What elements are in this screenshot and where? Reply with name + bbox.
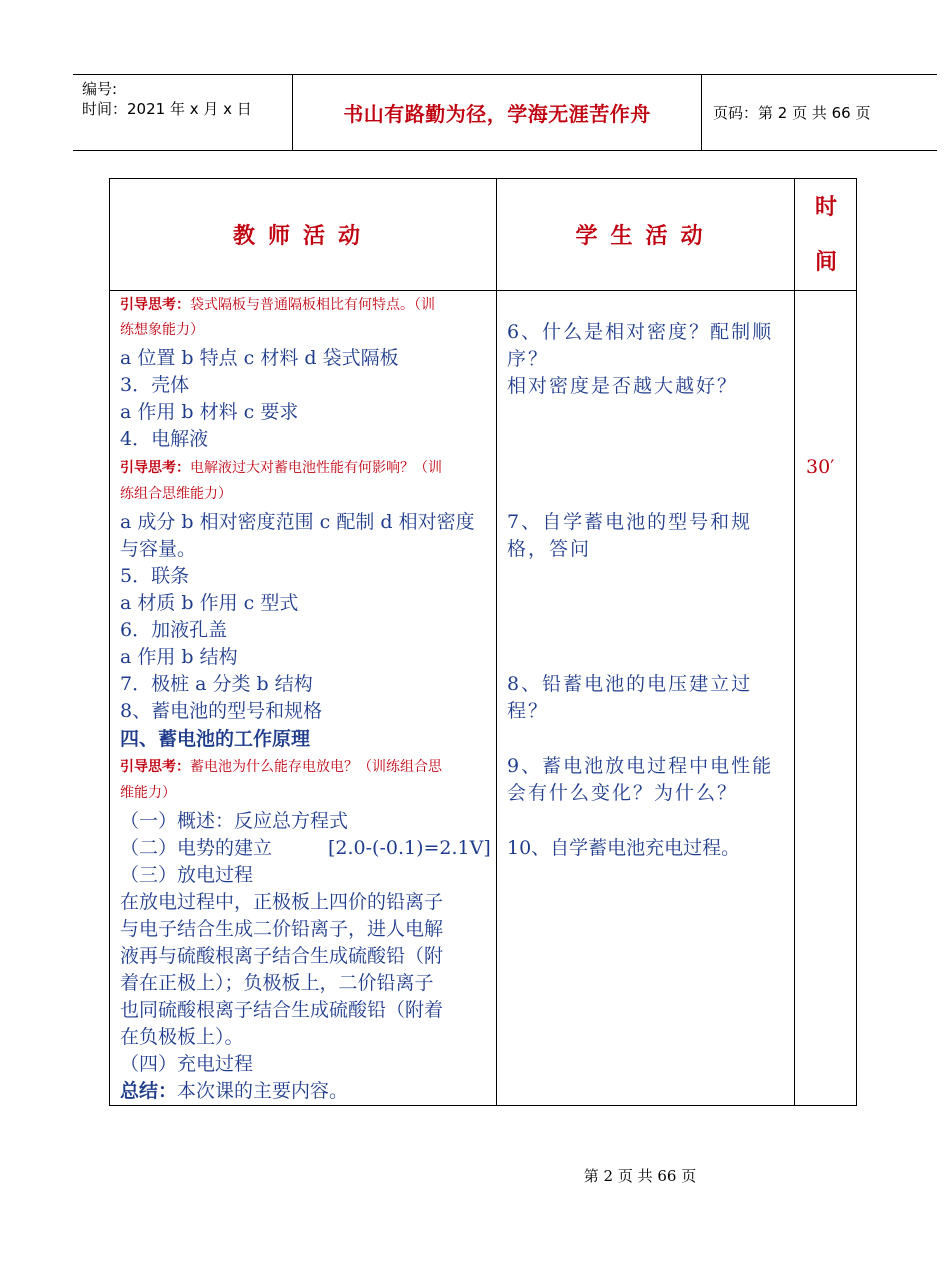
teacher-line: 4．电解液 [120,428,209,450]
time-header-char: 间 [814,248,837,275]
teacher-line: a 成分 b 相对密度范围 c 配制 d 相对密度 [120,511,475,533]
header-motto: 书山有路勤为径，学海无涯苦作舟 [343,102,651,126]
header-meta [82,79,252,119]
paragraph-line: 在放电过程中，正极板上四价的铅离子 [120,891,444,913]
section-heading: 四、蓄电池的工作原理 [120,728,311,750]
summary-line: 总结：本次课的主要内容。 [120,1080,349,1102]
page-footer [0,1165,950,1186]
number-label: 编号: [82,80,118,98]
teacher-line: a 位置 b 特点 c 材料 d 袋式隔板 [120,347,399,369]
teacher-line: a 作用 b 材料 c 要求 [120,401,299,423]
student-question: 9、蓄电池放电过程中电性能 [507,755,774,777]
header-page-label: 页码：第 2 页 共 66 页 [713,104,871,122]
teacher-line: a 作用 b 结构 [120,646,238,668]
guide-question: 引导思考：袋式隔板与普通隔板相比有何特点。（训 [120,297,435,313]
paragraph-line: 与电子结合生成二价铅离子，进人电解 [120,918,444,940]
student-question: 7、自学蓄电池的型号和规 [507,511,753,533]
student-question: 6、什么是相对密度？配制顺 [507,321,774,343]
teacher-line: （三）放电过程 [120,864,254,886]
paragraph-line: 着在正极上）；负极板上，二价铅离子 [120,972,434,994]
time-value: 30′ [806,456,835,478]
student-question: 序？ [507,348,550,370]
teacher-line: a 材质 b 作用 c 型式 [120,592,299,614]
teacher-column-header: 教师活动 [232,223,373,249]
column-divider [496,179,497,1105]
column-divider [794,179,795,1105]
header-divider [701,75,702,150]
teacher-line: 8、蓄电池的型号和规格 [120,700,323,722]
teacher-line: （四）充电过程 [120,1053,254,1075]
guide-question-cont: 练组合思维能力） [120,486,232,502]
student-question: 格，答问 [507,538,592,560]
guide-question-cont: 练想象能力） [120,322,204,338]
voltage-formula: [2.0-(-0.1)=2.1V] [328,837,491,859]
paragraph-line: 也同硫酸根离子结合生成硫酸铅（附着 [120,999,444,1021]
page-header [73,74,937,151]
paragraph-line: 液再与硫酸根离子结合生成硫酸铅（附 [120,945,444,967]
paragraph-line: 在负极板上）。 [120,1026,244,1048]
header-row-divider [110,290,856,291]
student-question: 相对密度是否越大越好？ [507,375,739,397]
time-header-char: 时 [814,193,837,220]
time-column-header [795,179,857,290]
guide-question: 引导思考：蓄电池为什么能存电放电？（训练组合思 [120,759,442,775]
teacher-line: 6．加液孔盖 [120,619,228,641]
teacher-line: 与容量。 [120,538,197,560]
student-question: 程？ [507,700,550,722]
student-column-header: 学生活动 [575,223,716,249]
footer-page-number: 第 2 页 共 66 页 [583,1167,697,1185]
guide-question: 引导思考：电解液过大对蓄电池性能有何影响？（训 [120,460,442,476]
lesson-table [109,178,857,1106]
teacher-line: 7．极桩 a 分类 b 结构 [120,673,313,695]
student-question: 会有什么变化？为什么？ [507,782,739,804]
teacher-line: 3．壳体 [120,374,190,396]
teacher-line: （二）电势的建立 [120,837,273,859]
student-question: 10、自学蓄电池充电过程。 [507,837,741,859]
student-question: 8、铅蓄电池的电压建立过 [507,673,753,695]
time-label: 时间：2021 年 x 月 x 日 [82,100,252,118]
teacher-line: （一）概述：反应总方程式 [120,810,349,832]
guide-question-cont: 维能力） [120,785,176,801]
teacher-line: 5．联条 [120,565,190,587]
